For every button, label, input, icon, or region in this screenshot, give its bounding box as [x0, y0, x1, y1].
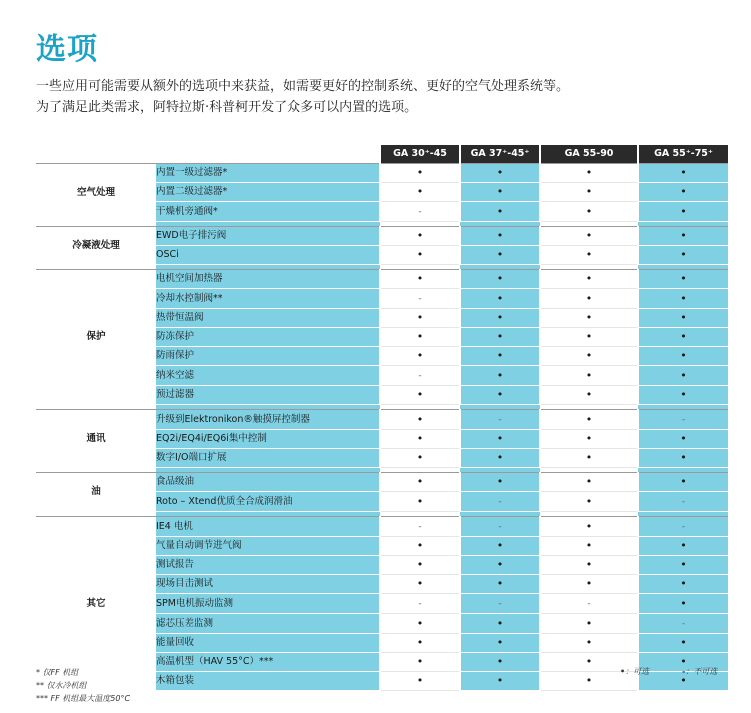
available-mark: •: [585, 616, 593, 630]
availability-cell: [380, 289, 460, 309]
not-available-mark: -: [587, 599, 591, 609]
feature-cell: 滤芯压差监测: [156, 614, 380, 634]
column-header: GA 37⁺-45⁺: [460, 145, 540, 164]
availability-cell: [638, 164, 728, 183]
category-cell: 通讯: [36, 410, 156, 468]
availability-cell: [540, 347, 638, 366]
availability-cell: [460, 430, 540, 449]
available-mark: •: [680, 432, 687, 445]
availability-cell: [540, 164, 638, 183]
availability-cell: [380, 537, 460, 556]
available-mark: •: [680, 388, 687, 401]
availability-cell: [638, 386, 728, 405]
availability-cell: [540, 614, 638, 634]
available-mark: •: [585, 558, 593, 571]
availability-cell: [638, 410, 728, 430]
available-mark: •: [680, 311, 687, 324]
footnotes: [36, 666, 130, 705]
feature-cell: 预过滤器: [156, 386, 380, 405]
availability-cell: [540, 449, 638, 468]
available-mark: •: [416, 166, 424, 179]
availability-cell: [460, 517, 540, 537]
availability-cell: [540, 430, 638, 449]
table-header-row: [36, 145, 728, 164]
availability-cell: [380, 594, 460, 614]
availability-cell: [460, 653, 540, 672]
availability-cell: [540, 227, 638, 246]
available-mark: •: [680, 451, 687, 464]
available-mark: •: [680, 558, 687, 571]
not-available-mark: -: [418, 207, 422, 217]
available-mark: •: [416, 451, 424, 464]
availability-cell: [380, 328, 460, 347]
not-available-mark: -: [418, 522, 422, 532]
legend-na: [682, 666, 717, 677]
availability-cell: [380, 347, 460, 366]
available-mark: •: [496, 272, 504, 285]
availability-cell: [540, 386, 638, 405]
available-mark: •: [680, 204, 687, 218]
feature-cell: Roto – Xtend优质全合成润滑油: [156, 492, 380, 512]
available-mark: •: [496, 451, 504, 464]
available-mark: •: [416, 616, 424, 630]
available-mark: •: [416, 432, 424, 445]
available-mark: •: [416, 636, 424, 649]
availability-cell: [380, 473, 460, 492]
availability-cell: [638, 183, 728, 202]
availability-cell: [460, 328, 540, 347]
availability-cell: [460, 202, 540, 222]
not-available-mark: -: [681, 497, 686, 507]
availability-cell: [540, 410, 638, 430]
availability-cell: [638, 227, 728, 246]
available-mark: •: [680, 330, 687, 343]
available-mark: •: [496, 432, 504, 445]
available-mark: •: [416, 229, 424, 242]
availability-cell: [380, 517, 460, 537]
available-mark: •: [416, 185, 424, 198]
availability-cell: [638, 309, 728, 328]
availability-cell: [540, 492, 638, 512]
not-available-mark: -: [498, 497, 502, 507]
available-mark: •: [496, 368, 504, 382]
feature-cell: 数字I/O端口扩展: [156, 449, 380, 468]
availability-cell: [638, 328, 728, 347]
available-mark: •: [585, 311, 593, 324]
available-mark: •: [496, 616, 504, 630]
available-mark: •: [585, 451, 593, 464]
not-available-mark: -: [418, 294, 422, 304]
intro-line: 为了满足此类需求，阿特拉斯·科普柯开发了众多可以内置的选项。: [36, 100, 418, 115]
available-mark: •: [680, 636, 687, 649]
availability-cell: [540, 517, 638, 537]
availability-cell: [380, 366, 460, 386]
available-mark: •: [416, 388, 424, 401]
legend-available-text: ：可选: [625, 667, 650, 676]
available-mark: •: [416, 655, 424, 668]
available-mark: •: [496, 577, 504, 590]
feature-cell: 纳米空滤: [156, 366, 380, 386]
availability-cell: [638, 202, 728, 222]
availability-cell: [460, 410, 540, 430]
column-header: GA 55-90: [540, 145, 638, 164]
availability-cell: [380, 556, 460, 575]
availability-cell: [380, 614, 460, 634]
availability-cell: [460, 270, 540, 289]
available-mark: •: [585, 475, 593, 488]
feature-cell: 防冻保护: [156, 328, 380, 347]
options-table: [36, 145, 728, 691]
legend-na-text: ：不可选: [685, 667, 718, 676]
available-mark: •: [496, 558, 504, 571]
available-mark: •: [496, 330, 504, 343]
available-mark: •: [416, 475, 424, 488]
availability-cell: [540, 270, 638, 289]
header-blank: [36, 145, 156, 164]
availability-cell: [540, 473, 638, 492]
availability-cell: [540, 537, 638, 556]
available-mark: •: [680, 368, 687, 382]
available-mark: •: [680, 577, 687, 590]
available-mark: •: [416, 674, 424, 687]
footnote: * 仅FF 机组: [36, 668, 79, 677]
table-row: [36, 473, 728, 492]
availability-cell: [540, 594, 638, 614]
availability-cell: [460, 594, 540, 614]
legend-available: [620, 666, 649, 677]
availability-cell: [638, 517, 728, 537]
feature-cell: 能量回收: [156, 634, 380, 653]
available-mark: •: [680, 596, 687, 610]
available-mark: •: [416, 349, 424, 362]
available-mark: •: [496, 185, 504, 198]
availability-cell: [540, 328, 638, 347]
available-mark: •: [680, 185, 687, 198]
availability-cell: [380, 492, 460, 512]
available-mark: •: [585, 248, 593, 261]
table-row: [36, 227, 728, 246]
available-mark: •: [496, 349, 504, 362]
availability-cell: [638, 473, 728, 492]
available-mark: •: [680, 272, 687, 285]
availability-cell: [380, 575, 460, 594]
available-mark: •: [680, 229, 687, 242]
available-mark: •: [585, 229, 593, 242]
available-mark: •: [496, 636, 504, 649]
availability-cell: [460, 634, 540, 653]
available-mark: •: [416, 248, 424, 261]
available-mark: •: [680, 539, 687, 552]
availability-cell: [460, 537, 540, 556]
availability-cell: [638, 575, 728, 594]
category-cell: 保护: [36, 270, 156, 405]
footnote: ** 仅水冷机组: [36, 681, 87, 690]
available-mark: •: [680, 655, 687, 668]
availability-cell: [380, 270, 460, 289]
feature-cell: 热带恒温阀: [156, 309, 380, 328]
not-available-mark: -: [498, 415, 502, 425]
available-mark: •: [585, 272, 593, 285]
available-mark: •: [585, 368, 593, 382]
available-mark: •: [496, 388, 504, 401]
not-available-mark: -: [681, 619, 686, 629]
legend-available-symbol: •: [620, 667, 626, 676]
not-available-mark: -: [498, 599, 502, 609]
feature-cell: 电机空间加热器: [156, 270, 380, 289]
availability-cell: [638, 449, 728, 468]
availability-cell: [460, 556, 540, 575]
available-mark: •: [416, 272, 424, 285]
header-blank: [156, 145, 380, 164]
feature-cell: 升级到Elektronikon®触摸屏控制器: [156, 410, 380, 430]
availability-cell: [540, 575, 638, 594]
availability-cell: [638, 289, 728, 309]
availability-cell: [380, 202, 460, 222]
availability-cell: [460, 386, 540, 405]
available-mark: •: [585, 291, 593, 305]
availability-cell: [638, 430, 728, 449]
available-mark: •: [416, 539, 424, 552]
category-cell: 其它: [36, 517, 156, 691]
availability-cell: [460, 492, 540, 512]
feature-cell: OSCi: [156, 246, 380, 265]
available-mark: •: [585, 330, 593, 343]
not-available-mark: -: [681, 415, 686, 425]
available-mark: •: [496, 539, 504, 552]
column-header: GA 30⁺-45: [380, 145, 460, 164]
footnote: *** FF 机组最大温度50°C: [36, 694, 131, 703]
availability-cell: [638, 614, 728, 634]
available-mark: •: [680, 166, 687, 179]
availability-cell: [460, 246, 540, 265]
availability-cell: [380, 430, 460, 449]
column-header: GA 55⁺-75⁺: [638, 145, 728, 164]
availability-cell: [638, 634, 728, 653]
availability-cell: [460, 289, 540, 309]
not-available-mark: -: [418, 599, 422, 609]
feature-cell: IE4 电机: [156, 517, 380, 537]
available-mark: •: [496, 311, 504, 324]
availability-cell: [638, 246, 728, 265]
not-available-mark: -: [681, 522, 686, 532]
feature-cell: 冷却水控制阀**: [156, 289, 380, 309]
available-mark: •: [585, 388, 593, 401]
available-mark: •: [585, 636, 593, 649]
available-mark: •: [680, 475, 687, 488]
availability-cell: [380, 653, 460, 672]
available-mark: •: [416, 577, 424, 590]
availability-cell: [460, 309, 540, 328]
availability-cell: [460, 575, 540, 594]
page-title: 选项: [36, 32, 98, 67]
available-mark: •: [680, 674, 687, 687]
available-mark: •: [585, 577, 593, 590]
availability-cell: [380, 183, 460, 202]
availability-cell: [460, 614, 540, 634]
options-table-body: [36, 164, 728, 691]
intro-line: 一些应用可能需要从额外的选项中来获益，如需要更好的控制系统、更好的空气处理系统等。: [36, 79, 570, 94]
feature-cell: 干燥机旁通阀*: [156, 202, 380, 222]
availability-cell: [540, 556, 638, 575]
feature-cell: 木箱包装: [156, 672, 380, 691]
available-mark: •: [585, 412, 593, 426]
availability-cell: [638, 366, 728, 386]
table-row: [36, 517, 728, 537]
availability-cell: [638, 347, 728, 366]
availability-cell: [380, 164, 460, 183]
category-cell: 冷凝液处理: [36, 227, 156, 265]
intro-text: [36, 76, 569, 118]
available-mark: •: [416, 558, 424, 571]
available-mark: •: [496, 229, 504, 242]
available-mark: •: [585, 655, 593, 668]
availability-cell: [460, 366, 540, 386]
availability-cell: [638, 270, 728, 289]
availability-cell: [638, 556, 728, 575]
available-mark: •: [496, 166, 504, 179]
table-row: [36, 410, 728, 430]
table-row: [36, 164, 728, 183]
availability-cell: [460, 473, 540, 492]
availability-cell: [540, 202, 638, 222]
available-mark: •: [680, 291, 687, 305]
availability-cell: [540, 634, 638, 653]
feature-cell: 内置一级过滤器*: [156, 164, 380, 183]
available-mark: •: [585, 204, 593, 218]
feature-cell: 现场目击测试: [156, 575, 380, 594]
available-mark: •: [585, 519, 593, 533]
availability-cell: [380, 227, 460, 246]
category-cell: 空气处理: [36, 164, 156, 222]
available-mark: •: [680, 248, 687, 261]
feature-cell: 高温机型（HAV 55°C）***: [156, 653, 380, 672]
availability-cell: [460, 672, 540, 691]
availability-cell: [540, 366, 638, 386]
feature-cell: EWD电子排污阀: [156, 227, 380, 246]
available-mark: •: [585, 432, 593, 445]
availability-cell: [380, 309, 460, 328]
availability-cell: [380, 410, 460, 430]
available-mark: •: [496, 204, 504, 218]
availability-cell: [380, 449, 460, 468]
available-mark: •: [585, 494, 593, 508]
availability-cell: [460, 449, 540, 468]
available-mark: •: [496, 248, 504, 261]
availability-cell: [460, 347, 540, 366]
feature-cell: 气量自动调节进气阀: [156, 537, 380, 556]
table-row: [36, 270, 728, 289]
feature-cell: 测试报告: [156, 556, 380, 575]
available-mark: •: [496, 655, 504, 668]
available-mark: •: [416, 330, 424, 343]
availability-cell: [540, 183, 638, 202]
category-cell: 油: [36, 473, 156, 512]
availability-cell: [460, 183, 540, 202]
availability-cell: [380, 246, 460, 265]
not-available-mark: -: [418, 371, 422, 381]
available-mark: •: [680, 349, 687, 362]
availability-cell: [380, 386, 460, 405]
legend-na-symbol: -: [682, 667, 686, 676]
available-mark: •: [585, 674, 593, 687]
availability-cell: [540, 309, 638, 328]
availability-cell: [540, 246, 638, 265]
availability-cell: [380, 672, 460, 691]
available-mark: •: [585, 539, 593, 552]
available-mark: •: [496, 674, 504, 687]
availability-cell: [540, 289, 638, 309]
available-mark: •: [416, 494, 424, 508]
availability-cell: [638, 537, 728, 556]
feature-cell: EQ2i/EQ4i/EQ6i集中控制: [156, 430, 380, 449]
available-mark: •: [496, 291, 504, 305]
available-mark: •: [585, 185, 593, 198]
availability-cell: [460, 164, 540, 183]
available-mark: •: [496, 475, 504, 488]
feature-cell: 食品级油: [156, 473, 380, 492]
available-mark: •: [416, 311, 424, 324]
available-mark: •: [585, 349, 593, 362]
feature-cell: 防雨保护: [156, 347, 380, 366]
available-mark: •: [416, 412, 424, 426]
availability-cell: [638, 492, 728, 512]
availability-cell: [460, 227, 540, 246]
feature-cell: 内置二级过滤器*: [156, 183, 380, 202]
not-available-mark: -: [498, 522, 502, 532]
availability-cell: [638, 594, 728, 614]
feature-cell: SPM电机振动监测: [156, 594, 380, 614]
availability-cell: [380, 634, 460, 653]
available-mark: •: [585, 166, 593, 179]
